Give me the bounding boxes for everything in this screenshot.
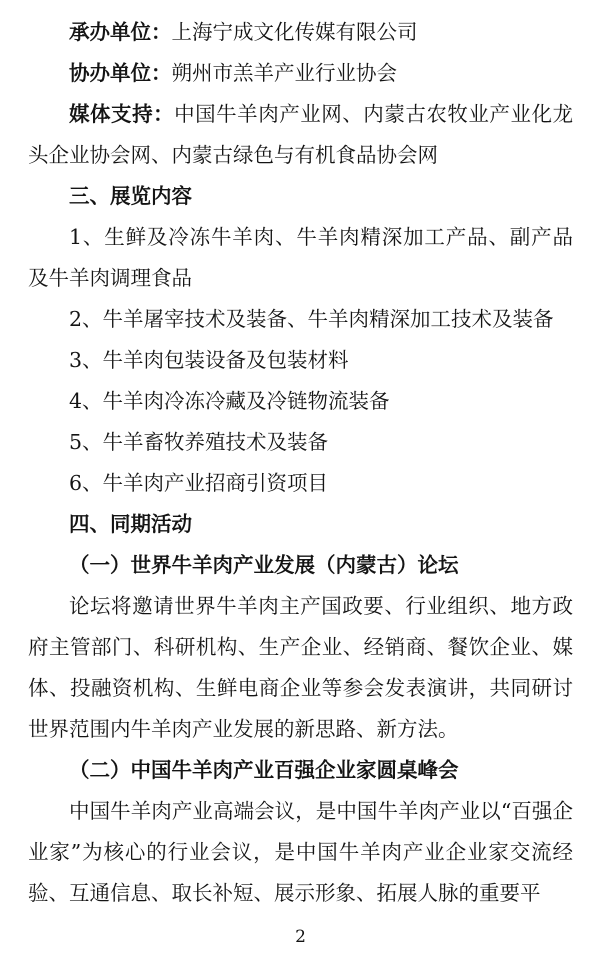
field-value: 朔州市羔羊产业行业协会: [171, 61, 397, 85]
document-body: [28, 12, 573, 914]
section-heading: 三、展览内容: [69, 184, 192, 208]
field-label: 媒体支持：: [69, 102, 175, 126]
field-paragraph: [28, 53, 573, 94]
page-number: 2: [295, 927, 306, 947]
field-label: 协办单位：: [69, 61, 172, 85]
body-paragraph: 1、生鲜及冷冻牛羊肉、牛羊肉精深加工产品、副产品及牛羊肉调理食品: [28, 225, 573, 290]
body-paragraph: 4、牛羊肉冷冻冷藏及冷链物流装备: [69, 389, 390, 413]
section-heading: 四、同期活动: [69, 512, 192, 536]
field-value: 上海宁成文化传媒有限公司: [171, 20, 418, 44]
body-paragraph: 2、牛羊屠宰技术及装备、牛羊肉精深加工技术及装备: [69, 307, 554, 331]
section-heading: （二）中国牛羊肉产业百强企业家圆桌峰会: [69, 758, 459, 782]
body-paragraph: 5、牛羊畜牧养殖技术及装备: [69, 430, 329, 454]
body-paragraph: 6、牛羊肉产业招商引资项目: [69, 471, 329, 495]
body-paragraph: 3、牛羊肉包装设备及包装材料: [69, 348, 349, 372]
body-paragraph: 论坛将邀请世界牛羊肉主产国政要、行业组织、地方政府主管部门、科研机构、生产企业、经销商、餐饮企业、媒体、投融资机构、生鲜电商企业等参会发表演讲，共同研讨世界范围内牛羊肉产业发展的新思路、新方法。: [28, 594, 573, 741]
field-value: 中国牛羊肉产业网、内蒙古农牧业产业化龙头企业协会网、内蒙古绿色与有机食品协会网: [28, 102, 573, 167]
section-heading: （一）世界牛羊肉产业发展（内蒙古）论坛: [69, 553, 459, 577]
body-paragraph: 中国牛羊肉产业高端会议，是中国牛羊肉产业以“百强企业家”为核心的行业会议，是中国牛羊肉产业企业家交流经验、互通信息、取长补短、展示形象、拓展人脉的重要平: [28, 799, 573, 905]
field-label: 承办单位：: [69, 20, 172, 44]
field-paragraph: [28, 94, 573, 176]
field-paragraph: [28, 12, 573, 53]
